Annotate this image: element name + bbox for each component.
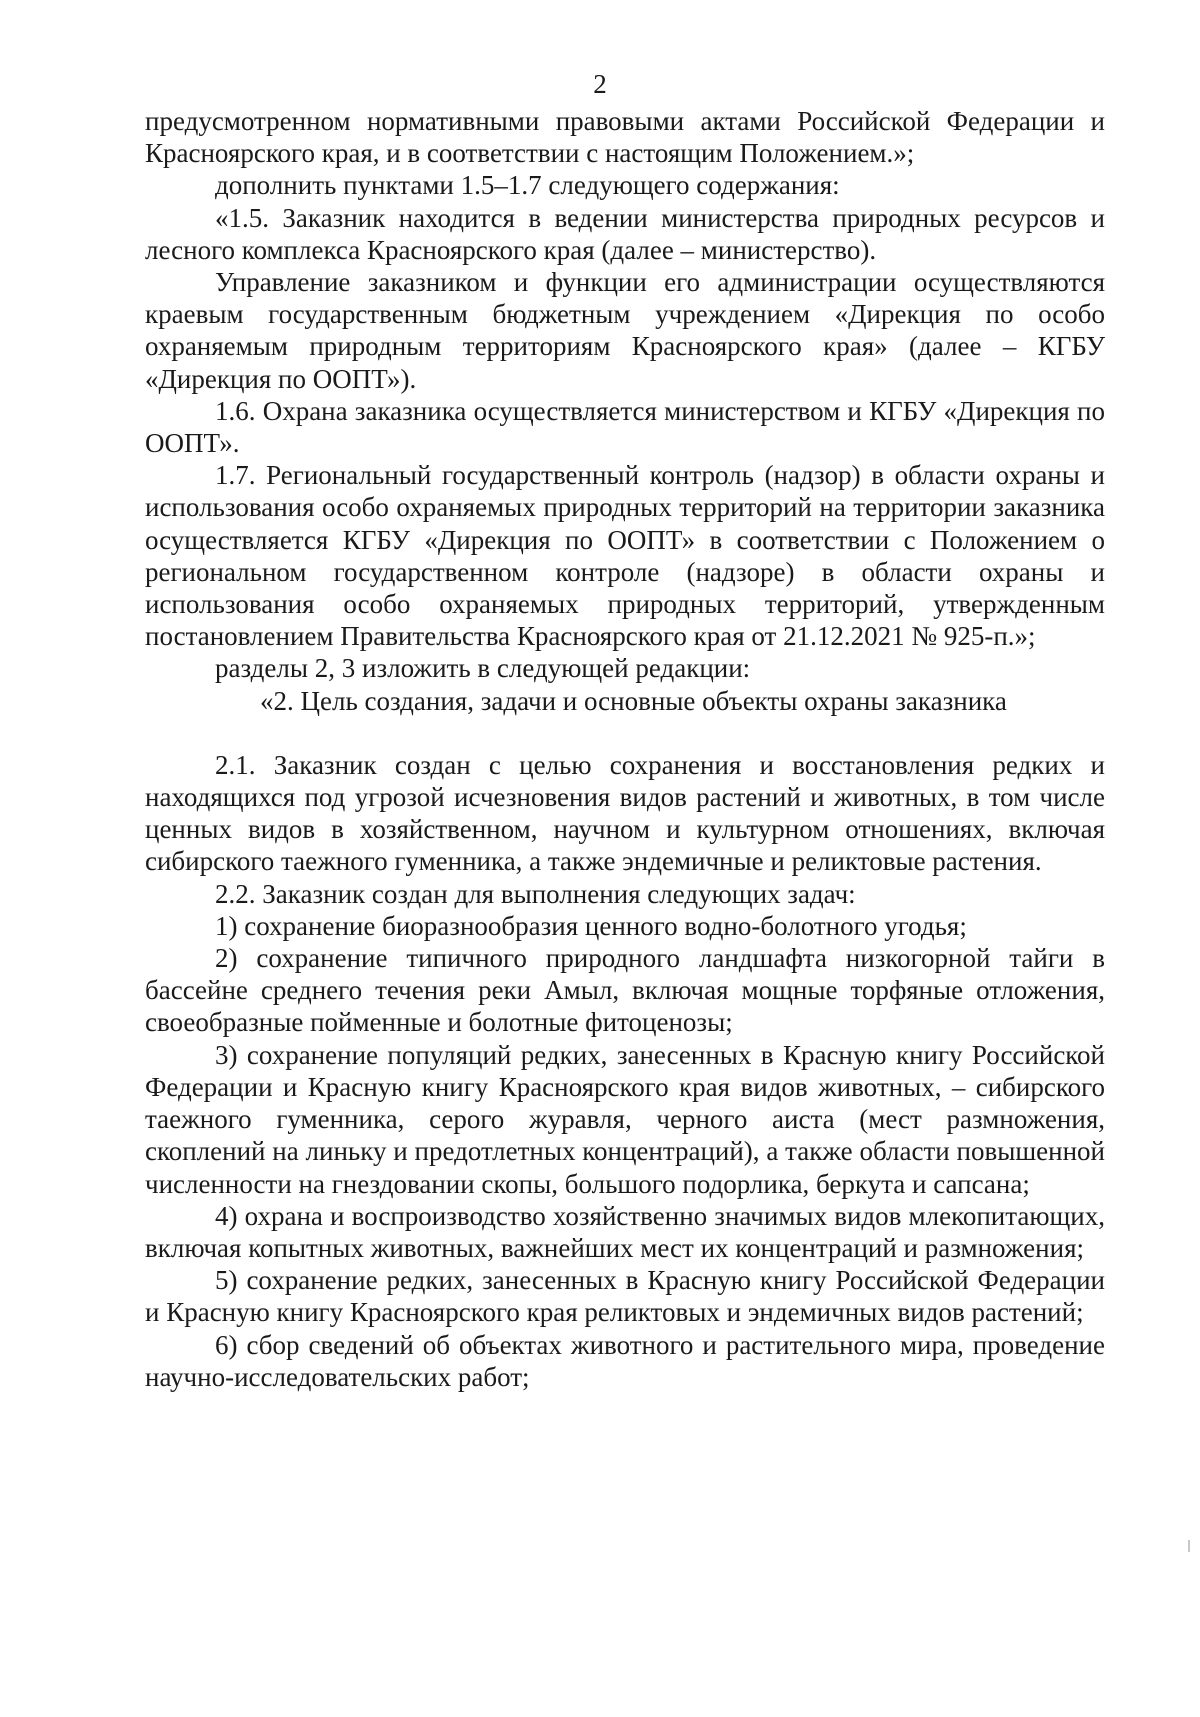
list-item-1: 1) сохранение биоразнообразия ценного водно-болотного угодья; — [215, 910, 967, 941]
paragraph-clause-2-1: 2.1. Заказник создан с целью сохранения и восстановления редких и находящихся под угрозой исчезновения видов растений и животных, в том числе ценных видов в хозяйственном, научном и культурном отношениях, включая сибирского таежного гуменника, а также эндемичные и реликтовые растения. — [145, 749, 1105, 877]
list-item-6: 6) сбор сведений об объектах животного и растительного мира, проведение научно-исследовательских работ; — [145, 1329, 1105, 1392]
paragraph-continuation: предусмотренном нормативными правовыми актами Российской Федерации и Красноярского края, и в соответствии с настоящим Положением.»; — [145, 106, 1105, 169]
paragraph-clause-1-5: «1.5. Заказник находится в ведении министерства природных ресурсов и лесного комплекса Красноярского края (далее – министерство). — [145, 202, 1105, 265]
document-body — [145, 105, 1105, 1393]
section-2-heading: «2. Цель создания, задачи и основные объекты охраны заказника — [260, 685, 1007, 716]
list-item-5: 5) сохранение редких, занесенных в Красную книгу Российской Федерации и Красную книгу Красноярского края реликтовых и эндемичных видов растений; — [145, 1265, 1105, 1328]
paragraph-management: Управление заказником и функции его администрации осуществляются краевым государственным бюджетным учреждением «Дирекция по особо охраняемым природным территориям Красноярского края» (далее – КГБУ «Дирекция по ООПТ»). — [145, 267, 1105, 394]
list-item-4: 4) охрана и воспроизводство хозяйственно значимых видов млекопитающих, включая копытных животных, важнейших мест их концентраций и размножения; — [145, 1200, 1105, 1263]
paragraph-clause-1-6: 1.6. Охрана заказника осуществляется министерством и КГБУ «Дирекция по ООПТ». — [145, 395, 1105, 459]
scan-artifact — [1188, 1540, 1190, 1552]
list-item-2: 2) сохранение типичного природного ландшафта низкогорной тайги в бассейне среднего течения реки Амыл, включая мощные торфяные отложения, своеобразные пойменные и болотные фитоценозы; — [145, 943, 1105, 1038]
paragraph-clause-2-2: 2.2. Заказник создан для выполнения следующих задач: — [215, 878, 856, 909]
paragraph-clause-1-7: 1.7. Региональный государственный контроль (надзор) в области охраны и использования особо охраняемых природных территорий на территории заказника осуществляется КГБУ «Дирекция по ООПТ» в соответствии с Положением о региональном государственном контроле (надзоре) в области охраны и использования особо охраняемых природных территорий, утвержденным постановлением Правительства Красноярского края от 21.12.2021 № 925-п.»; — [145, 460, 1105, 652]
paragraph-sections-intro: разделы 2, 3 изложить в следующей редакции: — [215, 653, 751, 684]
page-number: 2 — [593, 69, 607, 99]
list-item-3: 3) сохранение популяций редких, занесенных в Красную книгу Российской Федерации и Красную книгу Красноярского края видов животных, – сибирского таежного гуменника, серого журавля, черного аиста (мест размножения, скоплений на линьку и предотлетных концентраций), а также области повышенной численности на гнездовании скопы, большого подорлика, беркута и сапсана; — [145, 1039, 1105, 1199]
paragraph-amendment-intro: дополнить пунктами 1.5–1.7 следующего содержания: — [215, 170, 840, 201]
